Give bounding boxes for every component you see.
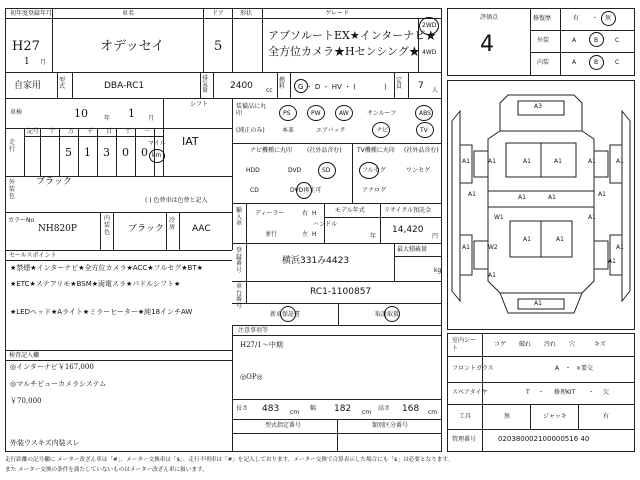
- inspector-line-3: ￥70,000: [10, 397, 42, 405]
- recycle-value: 14,420: [392, 225, 424, 235]
- glass-label: フロントガラス: [452, 365, 494, 372]
- tv-sub: (社外品含む): [404, 147, 439, 154]
- diagram-damage-label: A1: [588, 214, 596, 221]
- mileage-digit: 1: [84, 146, 91, 159]
- mileage-grid-line: [78, 128, 79, 176]
- diagram-damage-label: A1: [534, 300, 542, 307]
- diagram-damage-label: A1: [588, 158, 596, 165]
- diagram-damage-label: A1: [462, 158, 470, 165]
- mileage-unit-mile: マイル: [148, 140, 166, 147]
- import-dealer: ディーラー: [255, 210, 285, 217]
- capacity-value: 7: [418, 81, 424, 91]
- tv-item: アナログ: [362, 187, 387, 194]
- glass-replace: ×要交: [576, 365, 594, 372]
- navi-item: HDD: [246, 167, 260, 174]
- navi-item: DVD: [288, 167, 302, 174]
- interior-grade-c: C: [615, 59, 620, 66]
- repair-dot: ・: [592, 15, 599, 22]
- interior-sheet-label: 室内シート: [452, 337, 477, 352]
- sales-point-label: セールスポイント: [9, 252, 57, 259]
- jack-label: ジャッキ: [543, 413, 567, 420]
- manual-circle: [384, 306, 400, 322]
- diagram-damage-label: A1: [518, 194, 526, 201]
- model-value: DBA-RC1: [104, 81, 145, 91]
- diagram-damage-label: A1: [462, 244, 470, 251]
- diagram-damage-label: A1: [488, 158, 496, 165]
- first-reg-era: H27: [12, 39, 40, 54]
- mileage-grid-line: [116, 128, 117, 176]
- diagram-damage-label: A1: [554, 158, 562, 165]
- fuel-g-circle: [294, 79, 308, 93]
- diagram-damage-label: A3: [534, 103, 542, 110]
- equipment-item: 本革: [282, 127, 295, 134]
- max-load-unit: kg: [434, 267, 442, 274]
- jack-value: 有: [603, 413, 610, 420]
- recycle-label: リサイクル預託金: [384, 207, 432, 214]
- navi-item: SD: [322, 167, 331, 174]
- new-car-warranty: 新車保証書: [270, 311, 301, 318]
- exterior-grade-c: C: [615, 37, 620, 44]
- exterior-grade-label: 外装: [537, 37, 550, 44]
- shift-label: シフト: [190, 101, 209, 108]
- diagram-damage-label: A1: [556, 236, 564, 243]
- spare-kit: 修理KIT: [554, 389, 576, 396]
- warranty-circle: [280, 306, 296, 322]
- footer-line-1: 走行距離の記号欄に メーター改ざん車は「#」、メーター交換車は「$」、走行不明車は「#」を記入しております。メーター交換で合算表示した場合にも「$」は必要となります。: [5, 457, 454, 463]
- management-label: 管理番号: [452, 436, 477, 443]
- diagram-damage-label: A1: [548, 194, 556, 201]
- spare-dot-2: ・: [588, 389, 595, 396]
- inspection-year-unit: 年: [104, 115, 111, 122]
- import-parallel: 並行: [265, 231, 278, 238]
- mileage-grid-line: [97, 128, 98, 176]
- equipment-sublabel: (純正のみ): [236, 127, 265, 134]
- repair-no: 無: [605, 15, 612, 22]
- chassis-label: 車台番号: [236, 283, 243, 310]
- length-unit: cm: [290, 409, 300, 416]
- shift-value: IAT: [182, 135, 199, 148]
- grade-line-2: 全方位カメラ★Hセンシング★: [268, 45, 420, 58]
- diagram-damage-label: A1: [616, 244, 624, 251]
- interior-grade-b: B: [594, 59, 599, 66]
- glass-dot: ・: [565, 365, 572, 372]
- diagram-damage-label: W1: [494, 214, 504, 221]
- inspection-month-unit: 月: [148, 115, 155, 122]
- interior-sheet-item: 破れ: [519, 341, 532, 348]
- navi-item: DVD再生可: [290, 187, 322, 194]
- diagram-damage-label: A1: [598, 191, 606, 198]
- inspector-line-1: ◎インターナビ￥167,000: [10, 363, 94, 371]
- displacement-label: 排気量: [202, 75, 209, 94]
- inspector-line-4: 外装ウスキズ内装スレ: [10, 439, 80, 447]
- length-value: 483: [262, 404, 280, 414]
- import-left: 左: [302, 231, 309, 238]
- recycle-unit: 円: [432, 233, 439, 240]
- chassis-number: RC1-1100857: [310, 287, 372, 297]
- repair-label: 修復歴: [533, 15, 552, 22]
- model-year-label: モデル年式: [335, 207, 365, 214]
- capacity-unit: 人: [432, 87, 439, 94]
- use-value: 自家用: [14, 81, 42, 91]
- spare-dot-1: ・: [538, 389, 545, 396]
- management-number: 020380002100000516 40: [498, 435, 590, 443]
- import-h-mark-2: H: [312, 231, 317, 238]
- glass-a: A: [555, 365, 560, 372]
- capacity-label: 定員: [396, 77, 403, 90]
- car-damage-diagram: [448, 81, 634, 329]
- inspection-year: 10: [74, 107, 88, 120]
- diagram-damage-label: A1: [523, 158, 531, 165]
- notes-label: 注意事項等: [238, 327, 269, 334]
- registration-number: 横浜331み4423: [282, 256, 350, 266]
- car-name-label: 車名: [122, 10, 135, 17]
- ac-label: 冷房: [169, 217, 176, 231]
- interior-color: ブラック: [128, 224, 164, 234]
- tv-item: フルセグ: [362, 167, 386, 174]
- width-value: 182: [334, 404, 352, 414]
- owners-manual: 取説取扱: [375, 311, 400, 318]
- mileage-header-cell: 千: [87, 128, 94, 135]
- first-reg-label: 初年度登録年月: [10, 10, 53, 17]
- inspector-label: 検査記入欄: [9, 352, 40, 359]
- sales-point-line-1: ★禁煙★インターナビ★全方位カメラ★ACC★フルセグ★BT★: [10, 264, 203, 272]
- footer-line-2: また メーター交換の条件を満たしていないものはメーター改ざん車に扱います。: [5, 467, 208, 473]
- interior-sheet-item: 汚れ: [544, 341, 557, 348]
- height-value: 168: [402, 404, 420, 414]
- navi-sub: (社外品含む): [307, 147, 342, 154]
- exterior-note: ( ) 色替車は色替と記入: [145, 197, 208, 204]
- exterior-grade-a: A: [572, 37, 577, 44]
- mileage-digit: 3: [103, 146, 110, 159]
- inspector-line-2: ◎マルチビューカメラシステム: [10, 380, 107, 388]
- mileage-digit: 0: [122, 146, 129, 159]
- repair-yes: 有: [573, 15, 580, 22]
- fuel-options: G ・ D ・ HV ・ ( ): [298, 83, 387, 91]
- equipment-item: PS: [283, 110, 291, 117]
- equipment-item: ナビ: [376, 127, 389, 134]
- diagram-damage-label: A1: [523, 236, 531, 243]
- height-label: 高さ: [378, 405, 391, 412]
- model-year-unit: 年: [370, 233, 377, 240]
- mileage-grid-line: [40, 128, 41, 176]
- diagram-damage-label: A1: [608, 258, 616, 265]
- doors: 5: [214, 39, 223, 54]
- diagram-damage-label: A1: [468, 191, 476, 198]
- mileage-label: 走行: [9, 139, 16, 153]
- displacement-value: 2400: [230, 81, 253, 91]
- sales-point-line-3: ★LEDヘッド★Aライト★ミラーヒーター★純18インチAW: [10, 308, 193, 316]
- ac-value: AAC: [192, 224, 211, 234]
- grade-label: グレード: [325, 10, 350, 17]
- diagram-damage-label: A1: [488, 272, 496, 279]
- mileage-unit-km: km: [152, 152, 162, 159]
- mileage-header-cell: 十: [125, 128, 132, 135]
- color-code-label: カラーNo: [8, 217, 35, 224]
- equipment-item: AW: [339, 110, 349, 117]
- width-unit: cm: [362, 409, 372, 416]
- tools-label: 工具: [459, 413, 472, 420]
- interior-grade-label: 内装: [537, 59, 550, 66]
- rating-value: 4: [480, 32, 494, 57]
- notes-text-2: ◎OP◎: [240, 373, 263, 381]
- spare-t: T: [526, 389, 530, 396]
- fuel-label: 燃料: [279, 77, 286, 90]
- width-label: 幅: [310, 405, 317, 412]
- import-label: 輸入車: [236, 207, 243, 228]
- displacement-unit: cc: [266, 87, 273, 94]
- interior-sheet-item: キズ: [594, 341, 606, 348]
- navi-item: CD: [250, 187, 259, 194]
- equipment-item: TV: [420, 127, 428, 134]
- equipment-item: エアバック: [316, 127, 346, 134]
- model-id-label: 型式指定番号: [265, 422, 302, 429]
- drive-4wd: 4WD: [422, 49, 437, 56]
- first-reg-month: 1: [24, 57, 30, 67]
- height-unit: cm: [428, 409, 438, 416]
- exterior-grade-b: B: [594, 37, 599, 44]
- mileage-header-cell: 一: [144, 128, 151, 135]
- inspection-label: 車検: [10, 109, 23, 116]
- mileage-digit: 0: [141, 146, 148, 159]
- drive-2wd: 2WD: [422, 22, 437, 29]
- mileage-grid-line: [59, 128, 60, 176]
- spare-missing: 欠: [603, 389, 610, 396]
- spare-label: スペアタイヤ: [452, 389, 488, 396]
- mileage-grid-line: [135, 128, 136, 176]
- equipment-label: 装備品に丸印: [236, 103, 267, 118]
- diagram-damage-label: A1: [616, 158, 624, 165]
- notes-text-1: H27/1〜中期: [240, 341, 283, 349]
- car-name: オデッセイ: [100, 39, 165, 54]
- diagram-damage-label: W2: [488, 244, 498, 251]
- model-label: 型式: [59, 77, 66, 90]
- max-load-label: 最大積載量: [397, 246, 428, 253]
- rating-label: 評価点: [480, 14, 499, 21]
- import-handle: ハンドル: [313, 221, 338, 228]
- exterior-label: 外装色: [9, 179, 16, 200]
- tv-label: TV機種に丸印: [357, 147, 395, 154]
- navi-label: ナビ機種に丸印: [250, 147, 293, 154]
- interior-sheet-item: コゲ: [494, 341, 507, 348]
- class-id-label: 類別区分番号: [372, 422, 409, 429]
- doors-label: ドア: [212, 10, 224, 17]
- mileage-digit: 5: [65, 146, 72, 159]
- mileage-header-cell: 十: [49, 128, 56, 135]
- exterior-color: ブラック: [36, 177, 72, 187]
- color-code: NH820P: [38, 224, 77, 234]
- mileage-header-cell: 万: [68, 128, 75, 135]
- registration-label: 登録番号: [236, 247, 243, 274]
- mileage-header-cell: 記号: [27, 128, 40, 135]
- import-h-mark: H: [312, 210, 317, 217]
- interior-grade-a: A: [572, 59, 577, 66]
- inspection-month: 1: [128, 107, 135, 120]
- equipment-item: PW: [311, 110, 321, 117]
- tv-item: ワンセグ: [406, 167, 431, 174]
- equipment-item: サンルーフ: [367, 110, 397, 117]
- import-right: 右: [302, 210, 309, 217]
- interior-color-label: 内装色: [104, 215, 111, 236]
- length-label: 長さ: [236, 405, 249, 412]
- interior-sheet-item: 穴: [569, 341, 576, 348]
- grade-line-1: アブソルートEX★インターナビ★: [268, 29, 437, 42]
- tools-value: 無: [504, 413, 511, 420]
- equipment-item: ABS: [419, 110, 431, 117]
- mileage-header-cell: 百: [106, 128, 113, 135]
- shape-label: 形状: [240, 10, 253, 17]
- sales-point-line-2: ★ETC★ステアリモ★BSM★両電スラ★パドルシフト★: [10, 280, 181, 288]
- first-reg-month-unit: 月: [40, 59, 47, 66]
